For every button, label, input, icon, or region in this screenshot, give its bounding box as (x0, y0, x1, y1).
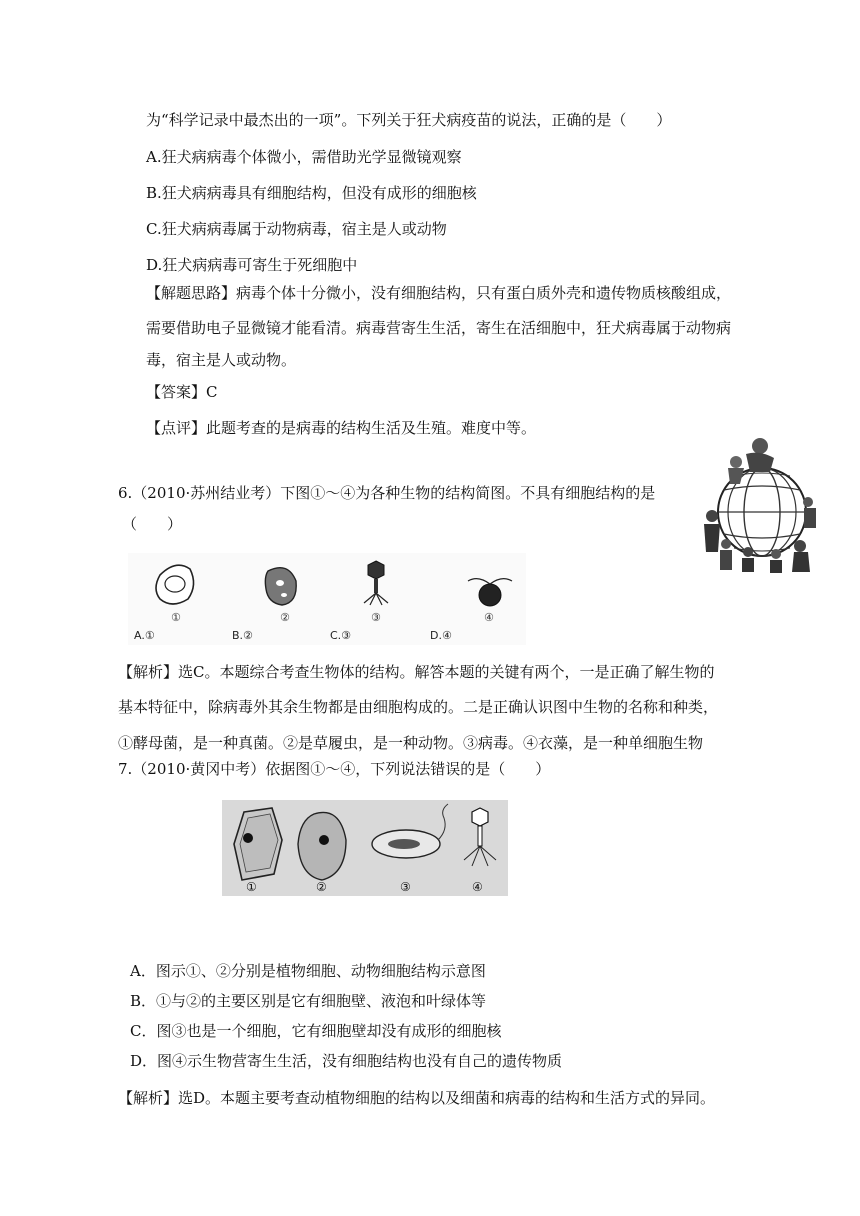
q7-figure-label-3: ③ (400, 880, 411, 894)
q7-figure-label-1: ① (246, 880, 257, 894)
q5-analysis-line-1: 【解题思路】病毒个体十分微小，没有细胞结构，只有蛋白质外壳和遗传物质核酸组成， (146, 284, 732, 302)
q7-figure-label-2: ② (316, 880, 327, 894)
q6-figure (128, 553, 526, 645)
q6-figure-label-3: ③ (371, 611, 381, 624)
q7-figure (222, 800, 508, 896)
plant-cell-drawing (234, 808, 282, 880)
phage-drawing (464, 808, 496, 866)
q5-comment: 【点评】此题考查的是病毒的结构生活及生殖。难度中等。 (146, 419, 537, 437)
q5-option-b: B.狂犬病病毒具有细胞结构，但没有成形的细胞核 (146, 184, 477, 202)
bacterium-drawing (372, 804, 448, 858)
q7-analysis: 【解析】选D。本题主要考查动植物细胞的结构以及细菌和病毒的结构和生活方式的异同。 (118, 1089, 716, 1107)
q7-option-a: A．图示①、②分别是植物细胞、动物细胞结构示意图 (130, 962, 486, 980)
q7-figure-label-4: ④ (472, 880, 483, 894)
q5-answer: 【答案】C (146, 383, 218, 401)
q6-analysis-line-2: 基本特征中，除病毒外其余生物都是由细胞构成的。二是正确认识图中生物的名称和种类， (118, 698, 719, 716)
bacteriophage-drawing (364, 561, 388, 605)
q7-option-c: C．图③也是一个细胞，它有细胞壁却没有成形的细胞核 (130, 1022, 502, 1040)
chlamydomonas-drawing (468, 579, 512, 606)
q5-option-c: C.狂犬病病毒属于动物病毒，宿主是人或动物 (146, 220, 447, 238)
q5-option-a: A.狂犬病病毒个体微小，需借助光学显微镜观察 (146, 148, 462, 166)
globe-people-illustration (700, 432, 818, 574)
q5-stem-tail: 为“科学记录中最杰出的一项”。下列关于狂犬病疫苗的说法，正确的是（ ） (146, 111, 672, 129)
q6-figure-label-2: ② (280, 611, 290, 624)
q6-analysis-line-3: ①酵母菌，是一种真菌。②是草履虫，是一种动物。③病毒。④衣藻，是一种单细胞生物 (118, 734, 704, 752)
paramecium-drawing (265, 568, 296, 605)
q6-stem-line-1: 6.（2010·苏州结业考）下图①～④为各种生物的结构简图。不具有细胞结构的是 (118, 484, 656, 502)
q7-stem: 7.（2010·黄冈中考）依据图①～④，下列说法错误的是（ ） (118, 760, 551, 778)
q6-figure-option-d: D.④ (430, 629, 452, 642)
q6-figure-option-b: B.② (232, 629, 253, 642)
q6-stem-line-2: （ ） (122, 515, 183, 533)
q5-option-d: D.狂犬病病毒可寄生于死细胞中 (146, 256, 358, 274)
q6-analysis-line-1: 【解析】选C。本题综合考查生物体的结构。解答本题的关键有两个，一是正确了解生物的 (118, 663, 715, 681)
q6-figure-label-4: ④ (484, 611, 494, 624)
q6-figure-label-1: ① (171, 611, 181, 624)
q7-option-b: B．①与②的主要区别是它有细胞壁、液泡和叶绿体等 (130, 992, 487, 1010)
yeast-cell-drawing (156, 565, 194, 604)
q5-analysis-line-2: 需要借助电子显微镜才能看清。病毒营寄生生活，寄生在活细胞中，狂犬病毒属于动物病 (146, 319, 732, 337)
q6-figure-option-c: C.③ (330, 629, 352, 642)
q7-option-d: D．图④示生物营寄生生活，没有细胞结构也没有自己的遗传物质 (130, 1052, 563, 1070)
q5-analysis-line-3: 毒，宿主是人或动物。 (146, 351, 297, 369)
animal-cell-drawing (298, 812, 346, 880)
q6-figure-option-a: A.① (134, 629, 155, 642)
